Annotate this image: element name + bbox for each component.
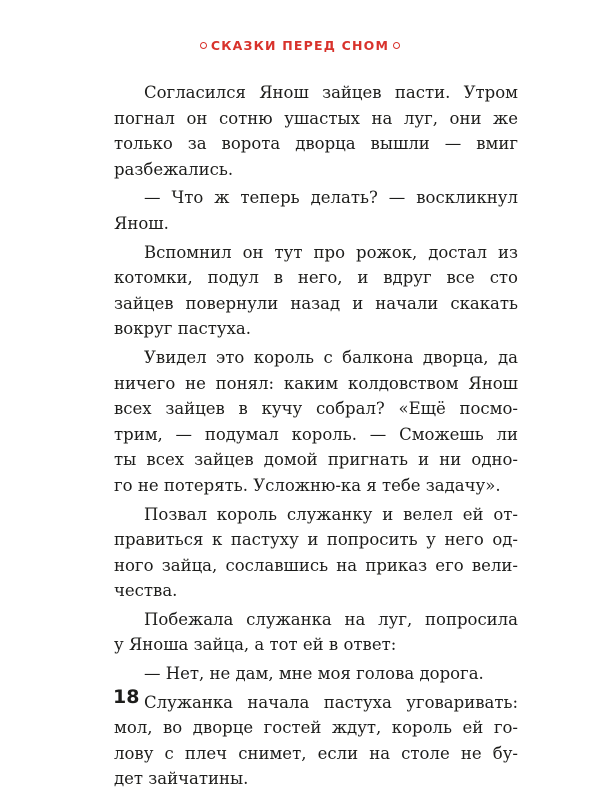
story-text bbox=[114, 80, 518, 795]
text-line: го не потерять. Усложню-ка я тебе задачу». bbox=[114, 475, 501, 495]
paragraph bbox=[114, 607, 518, 658]
text-line: ного зайца, сославшись на приказ его вели- bbox=[114, 555, 518, 575]
text-line: всех зайцев в кучу собрал? «Ещё посмо- bbox=[114, 399, 518, 419]
text-line: Вспомнил он тут про рожок, достал из bbox=[144, 242, 518, 262]
left-ornament-dot bbox=[200, 42, 207, 49]
text-line: трим, — подумал король. — Сможешь ли bbox=[114, 424, 518, 444]
text-line: чества. bbox=[114, 581, 178, 601]
paragraph bbox=[114, 240, 518, 342]
text-line: Побежала служанка на луг, попросила bbox=[144, 609, 518, 629]
paragraph bbox=[114, 345, 518, 499]
text-line: Служанка начала пастуха уговаривать: bbox=[144, 692, 518, 712]
paragraph bbox=[114, 185, 518, 236]
text-line: — Нет, не дам, мне моя голова дорога. bbox=[144, 664, 484, 684]
text-line: правиться к пастуху и попросить у него од- bbox=[114, 530, 518, 550]
text-line: разбежались. bbox=[114, 159, 234, 179]
text-line: котомки, подул в него, и вдруг все сто bbox=[114, 268, 518, 288]
text-line: зайцев повернули назад и начали скакать bbox=[114, 293, 518, 313]
running-header-title: СКАЗКИ ПЕРЕД СНОМ bbox=[210, 38, 390, 53]
text-line: вокруг пастуха. bbox=[114, 319, 251, 339]
text-line: Позвал король служанку и велел ей от- bbox=[144, 504, 518, 524]
paragraph bbox=[114, 690, 518, 792]
running-header bbox=[0, 38, 600, 53]
text-line: Согласился Янош зайцев пасти. Утром bbox=[144, 83, 518, 102]
text-line: Янош. bbox=[114, 213, 169, 233]
paragraph bbox=[114, 80, 518, 182]
text-line: Увидел это король с балкона дворца, да bbox=[144, 347, 518, 367]
text-line: ничего не понял: каким колдовством Янош bbox=[114, 373, 518, 393]
text-line: ты всех зайцев домой пригнать и ни одно- bbox=[114, 450, 518, 470]
text-line: у Яноша зайца, а тот ей в ответ: bbox=[114, 635, 397, 655]
text-line: мол, во дворце гостей ждут, король ей го- bbox=[114, 718, 518, 738]
text-line: только за ворота дворца вышли — вмиг bbox=[114, 134, 518, 154]
right-ornament-dot bbox=[393, 42, 400, 49]
page-number: 18 bbox=[113, 686, 140, 708]
paragraph bbox=[114, 502, 518, 604]
text-line: лову с плеч снимет, если на столе не бу- bbox=[114, 743, 518, 763]
text-line: — Что ж теперь делать? — воскликнул bbox=[144, 188, 518, 208]
text-line: дет зайчатины. bbox=[114, 769, 249, 789]
paragraph bbox=[114, 661, 518, 687]
text-line: погнал он сотню ушастых на луг, они же bbox=[114, 108, 518, 128]
